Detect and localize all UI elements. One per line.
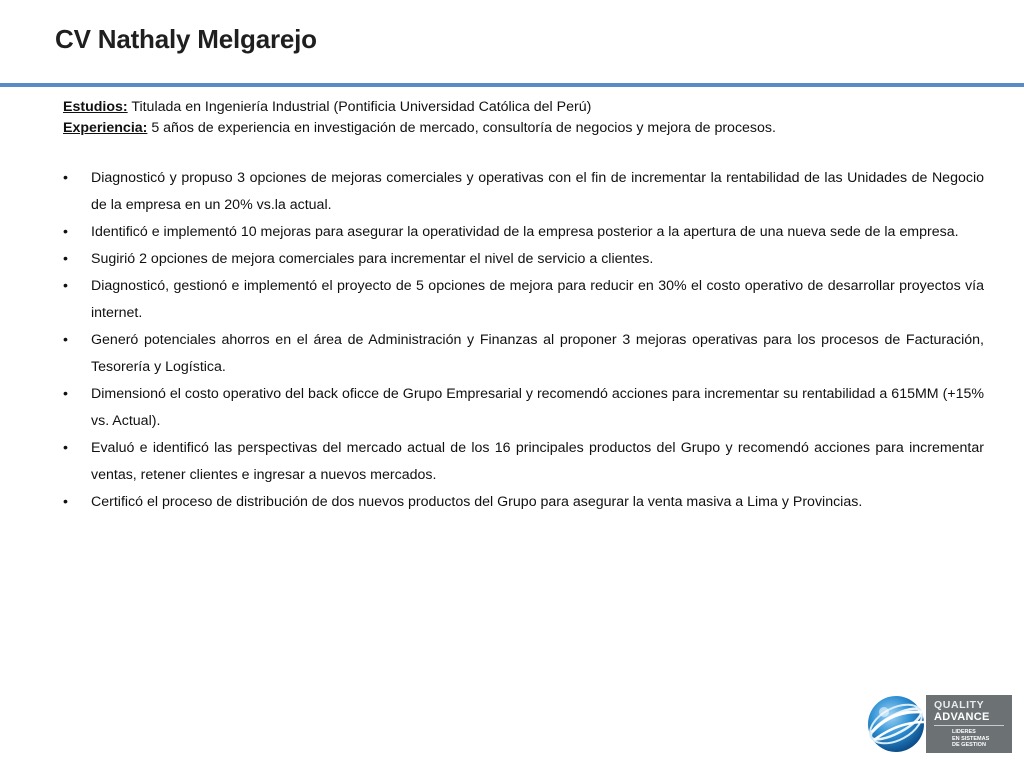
summary-block	[63, 97, 993, 139]
logo-badge	[926, 695, 1012, 753]
logo-line2: ADVANCE	[934, 711, 990, 723]
logo-tagline-line: LIDERES	[952, 729, 976, 735]
list-item-text: Diagnosticó, gestionó e implementó el proyecto de 5 opciones de mejora para reducir en 30% el costo operativo de desarrollar proyectos vía internet.	[91, 278, 984, 321]
list-item	[63, 327, 984, 381]
logo-tagline-line: DE GESTION	[952, 742, 986, 748]
bullet-icon: •	[63, 251, 68, 267]
studies-line	[63, 97, 993, 118]
achievements-list	[63, 165, 984, 516]
list-item	[63, 273, 984, 327]
experience-label: Experiencia:	[63, 120, 148, 136]
list-item	[63, 246, 984, 273]
list-item	[63, 165, 984, 219]
studies-text: Titulada en Ingeniería Industrial (Pontificia Universidad Católica del Perú)	[127, 99, 592, 115]
list-item-text: Sugirió 2 opciones de mejora comerciales para incrementar el nivel de servicio a clientes.	[91, 251, 654, 267]
list-item	[63, 219, 984, 246]
list-item-text: Identificó e implementó 10 mejoras para asegurar la operatividad de la empresa posterior a la apertura de una nueva sede de la empresa.	[91, 224, 959, 240]
page-title: CV Nathaly Melgarejo	[55, 24, 317, 54]
bullet-icon: •	[63, 224, 68, 240]
experience-text: 5 años de experiencia en investigación de mercado, consultoría de negocios y mejora de procesos.	[147, 120, 776, 136]
bullet-icon: •	[63, 332, 68, 348]
list-item	[63, 435, 984, 489]
list-item-text: Certificó el proceso de distribución de dos nuevos productos del Grupo para asegurar la venta masiva a Lima y Provincias.	[91, 494, 863, 510]
list-item-text: Dimensionó el costo operativo del back oficce de Grupo Empresarial y recomendó acciones para incrementar su rentabilidad a 615MM (+15% vs. Actual).	[91, 386, 984, 429]
quality-advance-logo	[862, 692, 1012, 754]
bullet-icon: •	[63, 170, 68, 186]
title-divider	[0, 83, 1024, 87]
logo-divider	[934, 725, 1004, 726]
list-item	[63, 381, 984, 435]
logo-tagline	[952, 729, 989, 749]
logo-tagline-line: EN SISTEMAS	[952, 735, 990, 742]
bullet-icon: •	[63, 494, 68, 510]
list-item-text: Diagnosticó y propuso 3 opciones de mejoras comerciales y operativas con el fin de incrementar la rentabilidad de las Unidades de Negocio de la empresa en un 20% vs.la actual.	[91, 170, 984, 213]
list-item	[63, 489, 984, 516]
bullet-icon: •	[63, 440, 68, 456]
list-item-text: Evaluó e identificó las perspectivas del mercado actual de los 16 principales productos del Grupo y recomendó acciones para incrementar ventas, retener clientes e ingresar a nuevos mercados.	[91, 440, 984, 483]
globe-icon	[862, 692, 930, 754]
bullet-icon: •	[63, 278, 68, 294]
list-item-text: Generó potenciales ahorros en el área de Administración y Finanzas al proponer 3 mejoras operativas para los procesos de Facturación, Tesorería y Logística.	[91, 332, 984, 375]
logo-line1: QUALITY	[934, 699, 985, 711]
experience-line	[63, 118, 993, 139]
studies-label: Estudios:	[63, 99, 128, 115]
bullet-icon: •	[63, 386, 68, 402]
